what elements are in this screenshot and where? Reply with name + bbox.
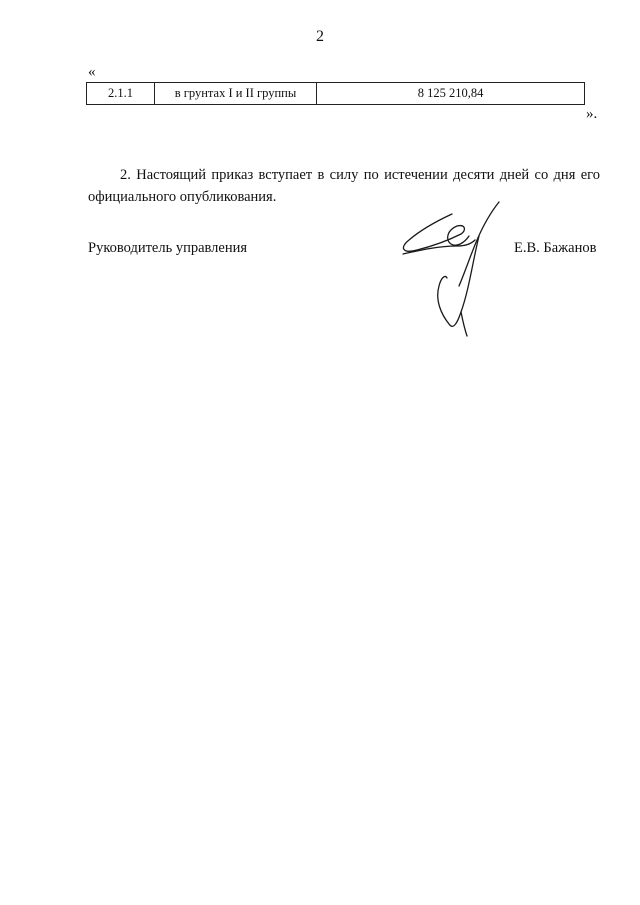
table-cell-value: 8 125 210,84: [317, 83, 585, 105]
table-row: [87, 83, 585, 105]
signatory-name: Е.В. Бажанов: [514, 240, 597, 256]
closing-quote: ».: [586, 106, 598, 122]
handwritten-signature: [395, 190, 505, 340]
page-number: 2: [316, 28, 324, 45]
signatory-position: Руководитель управления: [88, 240, 248, 256]
table-cell-number: 2.1.1: [87, 83, 155, 105]
data-table: [86, 82, 585, 105]
table-cell-description: в грунтах I и II группы: [155, 83, 317, 105]
opening-quote: «: [88, 64, 96, 80]
order-paragraph: 2. Настоящий приказ вступает в силу по истечении десяти дней со дня его официального опубликования.: [88, 167, 600, 205]
